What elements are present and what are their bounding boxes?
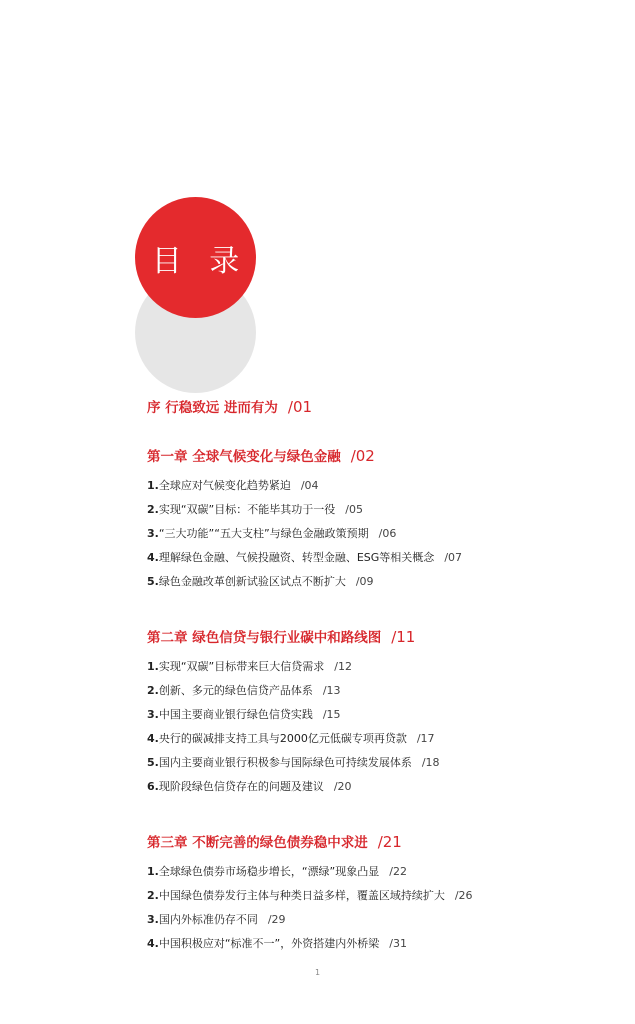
item-page: /20 — [333, 780, 352, 793]
chapter-page: /11 — [391, 628, 416, 646]
item-page: /29 — [267, 913, 286, 926]
item-text: “三大功能”“五大支柱”与绿色金融政策预期 — [158, 527, 369, 540]
item-text: 实现“双碳”目标：不能毕其功于一役 — [158, 503, 336, 516]
table-of-contents — [147, 392, 617, 956]
preface-label: 序 行稳致远 进而有为 — [147, 400, 278, 416]
item-number: 2. — [147, 684, 159, 697]
item-text: 国内主要商业银行积极参与国际绿色可持续发展体系 — [158, 756, 412, 769]
item-text: 创新、多元的绿色信贷产品体系 — [158, 684, 313, 697]
chapter-3-items — [147, 860, 617, 956]
page-number: 1 — [314, 968, 321, 977]
item-text: 全球应对气候变化趋势紧迫 — [158, 479, 291, 492]
toc-item[interactable] — [147, 522, 617, 546]
chapter-label: 第三章 不断完善的绿色债券稳中求进 — [147, 835, 368, 851]
item-text: 央行的碳减排支持工具与2000亿元低碳专项再贷款 — [158, 732, 407, 745]
toc-item[interactable] — [147, 751, 617, 775]
page-title: 目 录 — [151, 243, 249, 279]
item-number: 5. — [147, 756, 159, 769]
item-text: 全球绿色债券市场稳步增长，“漂绿”现象凸显 — [158, 865, 380, 878]
chapter-3-heading[interactable] — [147, 831, 617, 851]
item-text: 理解绿色金融、气候投融资、转型金融、ESG等相关概念 — [158, 551, 435, 564]
item-number: 2. — [147, 503, 159, 516]
item-page: /06 — [378, 527, 397, 540]
toc-item[interactable] — [147, 703, 617, 727]
title-badge — [135, 197, 256, 318]
item-text: 现阶段绿色信贷存在的问题及建议 — [158, 780, 324, 793]
item-number: 3. — [147, 708, 159, 721]
item-number: 6. — [147, 780, 159, 793]
item-page: /07 — [444, 551, 463, 564]
item-text: 中国绿色债券发行主体与种类日益多样，覆盖区域持续扩大 — [158, 889, 445, 902]
item-text: 绿色金融改革创新试验区试点不断扩大 — [158, 575, 346, 588]
toc-item[interactable] — [147, 884, 617, 908]
toc-item[interactable] — [147, 655, 617, 679]
toc-item[interactable] — [147, 908, 617, 932]
toc-item[interactable] — [147, 860, 617, 884]
toc-item[interactable] — [147, 474, 617, 498]
chapter-1-items — [147, 474, 617, 594]
item-page: /05 — [345, 503, 363, 516]
toc-item[interactable] — [147, 498, 617, 522]
item-page: /15 — [322, 708, 341, 721]
preface-page: /01 — [287, 398, 313, 416]
item-number: 1. — [147, 865, 159, 878]
toc-item[interactable] — [147, 727, 617, 751]
chapter-1-heading[interactable] — [147, 445, 617, 465]
chapter-label: 第二章 绿色信贷与银行业碳中和路线图 — [147, 630, 382, 646]
chapter-2-items — [147, 655, 617, 799]
item-page: /13 — [322, 684, 341, 697]
item-page: /26 — [454, 889, 473, 902]
item-page: /04 — [300, 479, 319, 492]
toc-item[interactable] — [147, 570, 617, 594]
item-number: 4. — [147, 551, 159, 564]
item-number: 4. — [147, 937, 159, 950]
item-page: /22 — [389, 865, 407, 878]
chapter-2-heading[interactable] — [147, 626, 617, 646]
chapter-page: /21 — [377, 833, 402, 851]
item-number: 3. — [147, 527, 159, 540]
item-number: 4. — [147, 732, 159, 745]
item-text: 国内外标准仍存不同 — [158, 913, 258, 926]
toc-item[interactable] — [147, 775, 617, 799]
item-text: 中国主要商业银行绿色信贷实践 — [158, 708, 313, 721]
item-text: 实现“双碳”目标带来巨大信贷需求 — [158, 660, 325, 673]
item-number: 5. — [147, 575, 159, 588]
item-page: /12 — [334, 660, 352, 673]
item-number: 2. — [147, 889, 159, 902]
preface-entry[interactable] — [147, 396, 617, 416]
item-number: 1. — [147, 479, 159, 492]
item-page: /18 — [421, 756, 440, 769]
item-number: 1. — [147, 660, 159, 673]
toc-item[interactable] — [147, 932, 617, 956]
item-page: /17 — [416, 732, 435, 745]
item-number: 3. — [147, 913, 159, 926]
item-page: /09 — [355, 575, 374, 588]
item-page: /31 — [389, 937, 407, 950]
item-text: 中国积极应对“标准不一”，外资搭建内外桥梁 — [158, 937, 380, 950]
chapter-page: /02 — [350, 447, 375, 465]
chapter-label: 第一章 全球气候变化与绿色金融 — [147, 449, 341, 465]
toc-item[interactable] — [147, 546, 617, 570]
toc-item[interactable] — [147, 679, 617, 703]
